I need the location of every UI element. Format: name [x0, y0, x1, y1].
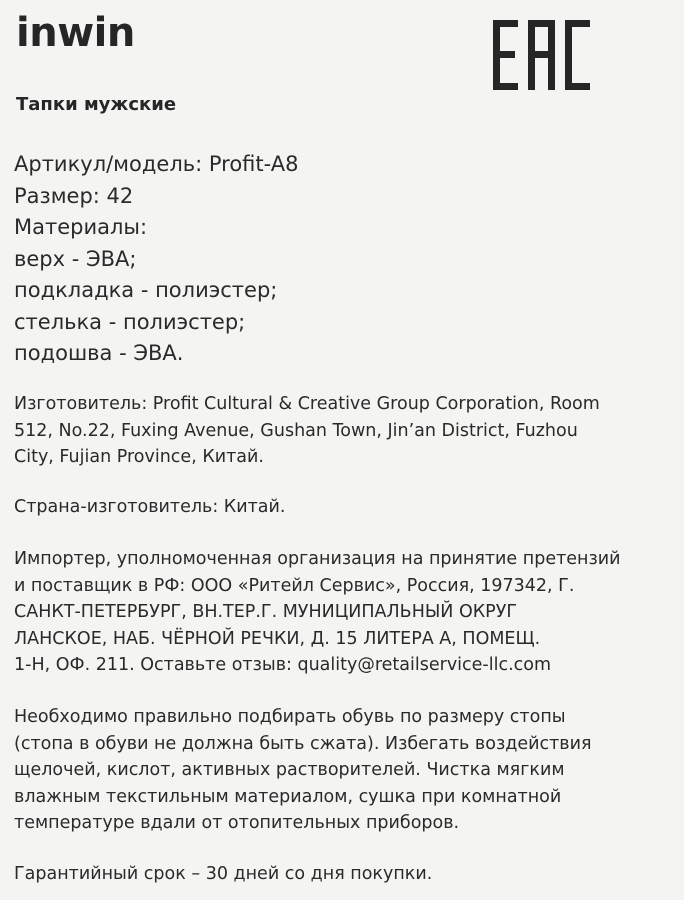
spec-line-lining: подкладка - полиэстер; [14, 278, 278, 302]
manufacturer-line: Изготовитель: Profit Cultural & Creative Group Corporation, Room [14, 394, 600, 414]
importer-info [14, 546, 678, 679]
care-line: щелочей, кислот, активных растворителей. Чистка мягким [14, 760, 565, 781]
product-title: Тапки мужские [16, 94, 177, 115]
care-line: (стопа в обуви не должна быть сжата). Избегать воздействия [14, 733, 592, 754]
importer-line: Импортер, уполномоченная организация на принятие претензий [14, 549, 621, 569]
eac-logo-icon [493, 20, 590, 90]
warranty-line: Гарантийный срок – 30 дней со дня покупки. [14, 864, 433, 884]
care-line: температуре вдали от отопительных приборов. [14, 813, 460, 834]
country-line: Страна-изготовитель: Китай. [14, 497, 286, 517]
importer-line: и поставщик в РФ: ООО «Ритейл Сервис», Россия, 197342, Г. [14, 575, 575, 596]
manufacturer-info [14, 391, 678, 471]
importer-line: 1-Н, ОФ. 211. Оставьте отзыв: quality@retailservice-llc.com [14, 655, 552, 676]
care-line: Необходимо правильно подбирать обувь по размеру стопы [14, 707, 566, 727]
manufacturer-line: 512, No.22, Fuxing Avenue, Gushan Town, Jin’an District, Fuzhou [14, 420, 578, 441]
manufacturer-line: City, Fujian Province, Китай. [14, 447, 264, 468]
spec-line-sole: подошва - ЭВА. [14, 341, 184, 365]
spec-line-model: Артикул/модель: Profit-A8 [14, 152, 299, 176]
spec-line-materials-heading: Материалы: [14, 215, 148, 239]
eac-certification-mark [493, 20, 590, 90]
spec-line-size: Размер: 42 [14, 183, 134, 208]
specs-list [14, 149, 298, 370]
care-instructions [14, 704, 678, 837]
spec-line-insole: стелька - полиэстер; [14, 309, 246, 334]
importer-line: ЛАНСКОЕ, НАБ. ЧЁРНОЙ РЕЧКИ, Д. 15 ЛИТЕРА А, ПОМЕЩ. [14, 628, 541, 649]
country-of-origin [14, 494, 678, 521]
care-line: влажным текстильным материалом, сушка при комнатной [14, 786, 562, 807]
spec-line-upper: верх - ЭВА; [14, 246, 137, 271]
importer-line: САНКТ-ПЕТЕРБУРГ, ВН.ТЕР.Г. МУНИЦИПАЛЬНЫЙ ОКРУГ [14, 602, 518, 623]
warranty-info [14, 861, 678, 888]
brand-name: inwin [16, 10, 135, 56]
